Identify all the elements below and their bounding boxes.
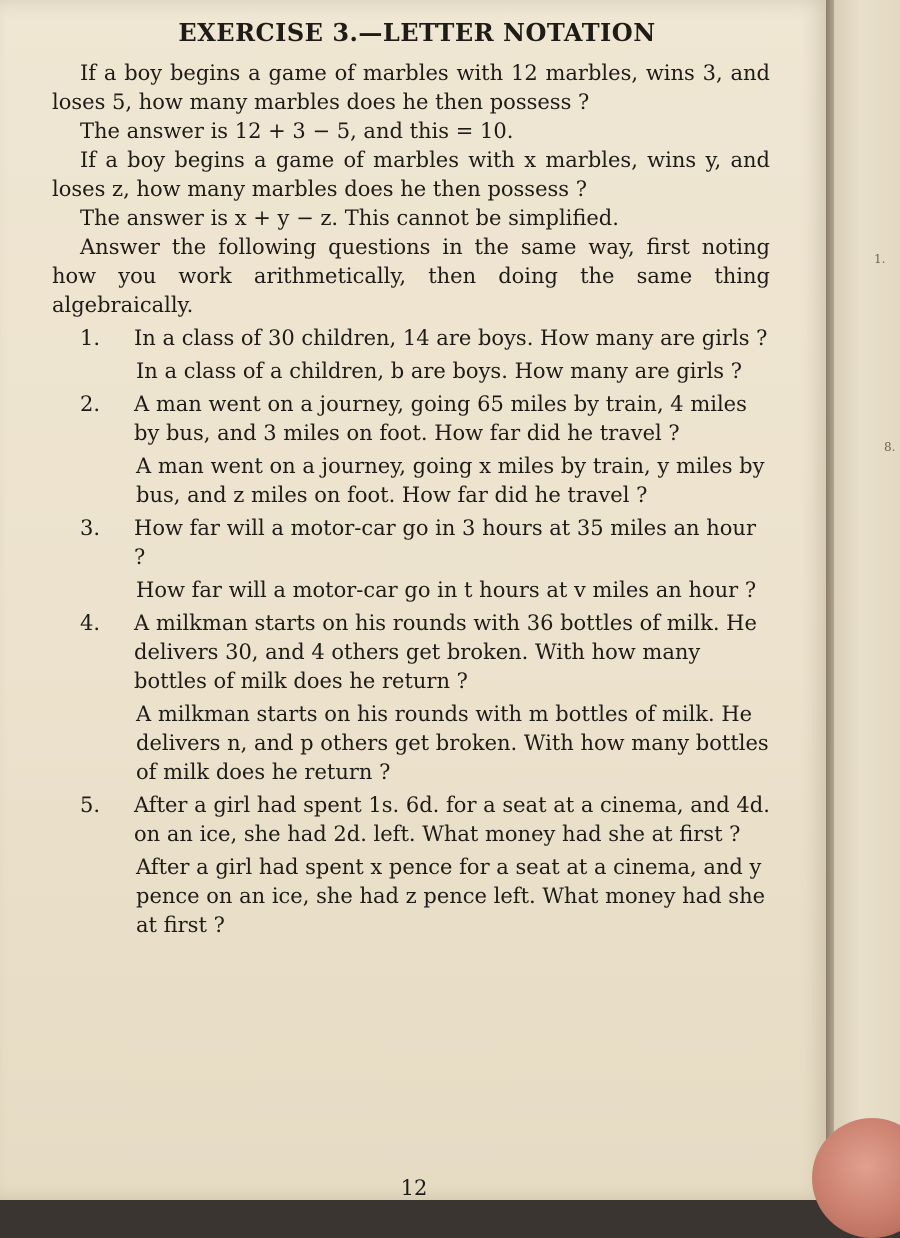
exercise-title: EXERCISE 3.—LETTER NOTATION (178, 18, 656, 47)
question-1-arithmetic (52, 324, 770, 353)
intro-paragraph-1: If a boy begins a game of marbles with 12 marbles, wins 3, and loses 5, how many marbles does he then possess ? (52, 61, 770, 114)
question-5-arithmetic (52, 791, 770, 849)
intro-paragraph-5: Answer the following questions in the same way, first noting how you work arithmetically, then doing the same thing algebraically. (52, 235, 770, 317)
question-3-arithmetic-text: How far will a motor-car go in 3 hours at 35 miles an hour ? (134, 516, 756, 569)
question-1-arithmetic-text: In a class of 30 children, 14 are boys. How many are girls ? (134, 326, 768, 350)
question-2-arithmetic (52, 390, 770, 448)
page-number: 12 (400, 1176, 428, 1200)
question-3-arithmetic (52, 514, 770, 572)
intro-paragraph-2: The answer is 12 + 3 − 5, and this = 10. (80, 119, 514, 143)
question-3-algebraic-text: How far will a motor-car go in t hours at v miles an hour ? (136, 578, 757, 602)
question-2-algebraic-text: A man went on a journey, going x miles by train, y miles by bus, and z miles on foot. How far did he travel ? (136, 454, 765, 507)
question-5 (52, 791, 770, 940)
question-2-algebraic (52, 452, 770, 510)
question-2-number: 2. (80, 392, 101, 416)
question-4-algebraic-text: A milkman starts on his rounds with m bottles of milk. He delivers n, and p others get broken. With how many bottles of milk does he return ? (136, 702, 769, 784)
question-4-arithmetic-text: A milkman starts on his rounds with 36 bottles of milk. He delivers 30, and 4 others get broken. With how many bottles of milk does he return ? (134, 611, 757, 693)
question-2-arithmetic-text: A man went on a journey, going 65 miles by train, 4 miles by bus, and 3 miles on foot. How far did he travel ? (134, 392, 747, 445)
question-1 (52, 324, 770, 386)
question-1-algebraic (52, 357, 770, 386)
facing-page-mark-8: 8. (884, 440, 896, 454)
facing-page-edge (834, 0, 900, 1200)
question-4-algebraic (52, 700, 770, 787)
question-4-arithmetic (52, 609, 770, 696)
question-4 (52, 609, 770, 787)
question-1-algebraic-text: In a class of a children, b are boys. How many are girls ? (136, 359, 742, 383)
question-4-number: 4. (80, 611, 101, 635)
question-3-number: 3. (80, 516, 101, 540)
question-3-algebraic (52, 576, 770, 605)
question-5-algebraic (52, 853, 770, 940)
question-5-number: 5. (80, 793, 101, 817)
intro-paragraph-3: If a boy begins a game of marbles with x marbles, wins y, and loses z, how many marbles does he then possess ? (52, 148, 770, 201)
question-5-algebraic-text: After a girl had spent x pence for a seat at a cinema, and y pence on an ice, she had z pence left. What money had she at first ? (136, 855, 766, 937)
question-5-arithmetic-text: After a girl had spent 1s. 6d. for a seat at a cinema, and 4d. on an ice, she had 2d. left. What money had she at first ? (134, 793, 770, 846)
question-1-number: 1. (80, 326, 101, 350)
exercise-text (52, 18, 770, 940)
facing-page-mark-1: 1. (874, 252, 886, 266)
question-2 (52, 390, 770, 510)
intro-paragraph-4: The answer is x + y − z. This cannot be simplified. (80, 206, 619, 230)
question-3 (52, 514, 770, 605)
